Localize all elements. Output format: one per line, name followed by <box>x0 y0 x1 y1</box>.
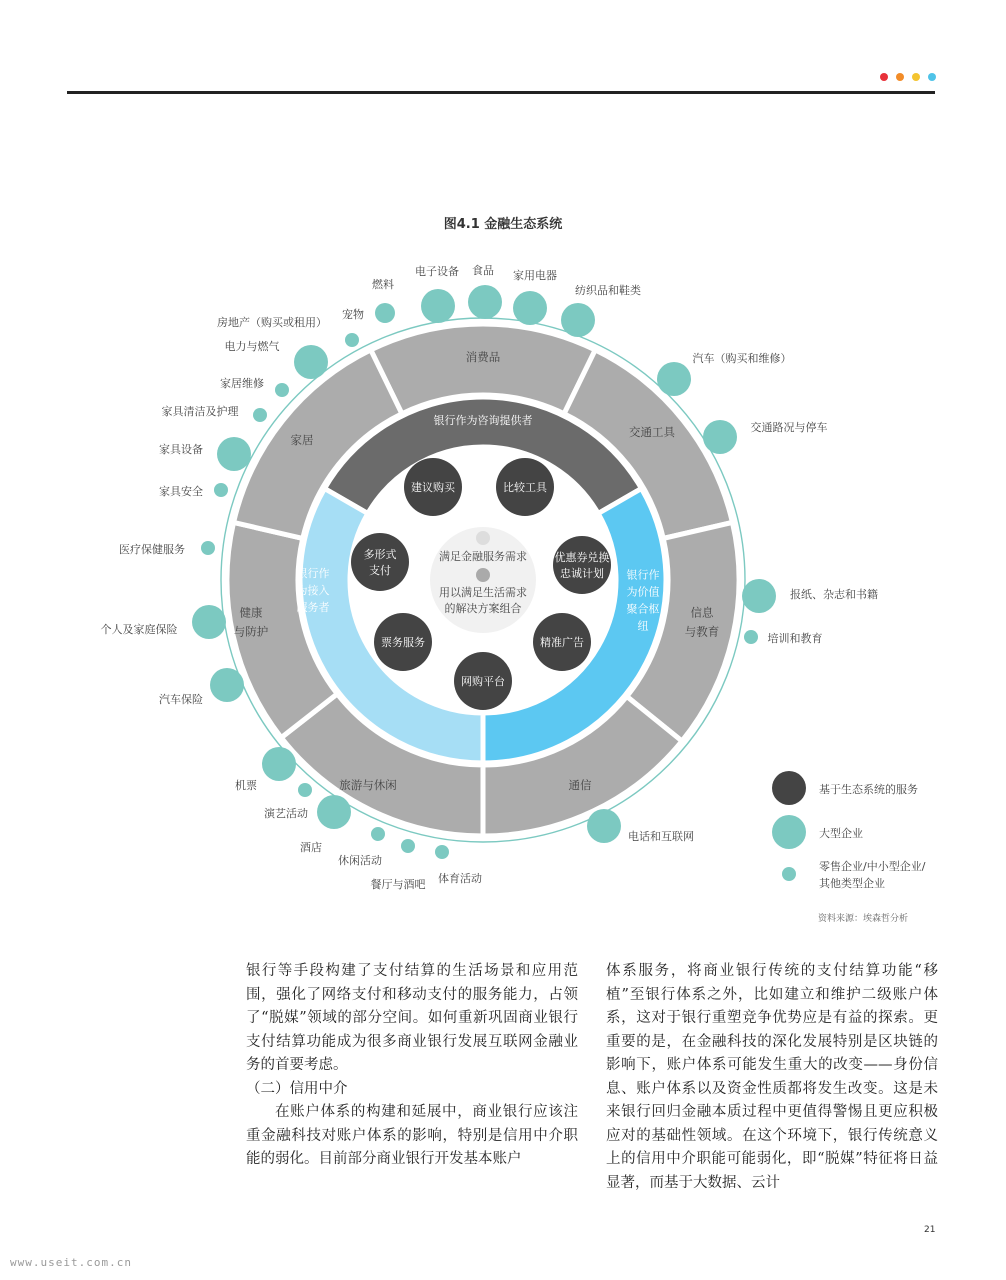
figure-title: 图4.1 金融生态系统 <box>443 217 563 232</box>
segment-label: 消费品 <box>465 350 501 364</box>
satellite-circle <box>294 345 328 379</box>
legend-small-circle <box>782 867 796 881</box>
satellite-label: 体育活动 <box>438 872 482 885</box>
center-light-dot <box>476 531 490 545</box>
center-dark-dot <box>476 568 490 582</box>
satellite-circle <box>742 579 776 613</box>
satellite-label: 家居维修 <box>220 377 264 390</box>
segment-label: 通信 <box>568 778 592 792</box>
satellite-circle <box>217 437 251 471</box>
satellite-label: 医疗保健服务 <box>119 543 185 556</box>
service-label: 优惠券兑换忠诚计划 <box>554 551 610 580</box>
watermark: www.useit.com.cn <box>10 1256 132 1269</box>
satellite-circle <box>371 827 385 841</box>
satellite-label: 电力与燃气 <box>224 340 280 353</box>
satellite-label: 演艺活动 <box>264 807 308 820</box>
satellite-label: 电子设备 <box>415 265 459 278</box>
satellite-label: 休闲活动 <box>338 854 382 867</box>
header-dot-blue <box>928 73 936 81</box>
legend-small-label: 零售企业/中小型企业/ 其他类型企业 <box>819 860 926 890</box>
satellite-circle <box>468 285 502 319</box>
page-number: 21 <box>924 1225 936 1235</box>
center-top-text: 满足金融服务需求 <box>439 550 527 563</box>
service-label: 网购平台 <box>461 675 505 688</box>
satellite-label: 机票 <box>235 779 257 792</box>
satellite-circle <box>214 483 228 497</box>
satellite-label: 餐厅与酒吧 <box>370 878 426 891</box>
service-label: 比较工具 <box>503 481 547 494</box>
header-rule <box>67 91 935 94</box>
satellite-circle <box>703 420 737 454</box>
ecosystem-diagram <box>0 240 1006 905</box>
satellite-circle <box>401 839 415 853</box>
satellite-circle <box>744 630 758 644</box>
satellite-label: 报纸、杂志和书籍 <box>790 588 878 601</box>
satellite-circle <box>345 333 359 347</box>
legend-large-circle <box>772 815 806 849</box>
section-heading: （二）信用中介 <box>246 1080 348 1097</box>
satellite-label: 培训和教育 <box>767 632 823 645</box>
ring-label-consulting: 银行作为咨询提供者 <box>433 414 533 427</box>
satellite-label: 电话和互联网 <box>628 830 694 843</box>
satellite-circle <box>513 291 547 325</box>
satellite-label: 个人及家庭保险 <box>100 623 178 636</box>
satellite-label: 家用电器 <box>513 269 557 282</box>
segment-label: 信息与教育 <box>684 605 720 639</box>
satellite-circle <box>435 845 449 859</box>
left-paragraph-1: 银行等手段构建了支付结算的生活场景和应用范围，强化了网络支付和移动支付的服务能力，占领了“脱媒”领域的部分空间。如何重新巩固商业银行支付结算功能成为很多商业银行发展互联网金融业务的首要考虑。 <box>246 963 578 1073</box>
satellite-circle <box>253 408 267 422</box>
left-paragraph-2: 在账户体系的构建和延展中，商业银行应该注重金融科技对账户体系的影响，特别是信用中介职能的弱化。目前部分商业银行开发基本账户 <box>246 1104 578 1167</box>
satellite-circle <box>192 605 226 639</box>
legend-dark-circle <box>772 771 806 805</box>
satellite-circle <box>587 809 621 843</box>
legend-dark-label: 基于生态系统的服务 <box>819 783 918 796</box>
center-bottom-text: 用以满足生活需求的解决方案组合 <box>439 586 527 615</box>
service-label: 票务服务 <box>381 636 425 649</box>
satellite-circle <box>210 668 244 702</box>
service-label: 多形式支付 <box>363 548 397 577</box>
left-column <box>246 960 578 1172</box>
satellite-circle <box>275 383 289 397</box>
satellite-circle <box>262 747 296 781</box>
legend-large-label: 大型企业 <box>819 827 863 840</box>
header-dot-orange <box>896 73 904 81</box>
satellite-label: 纺织品和鞋类 <box>575 284 641 297</box>
service-label: 精准广告 <box>540 636 584 649</box>
satellite-label: 汽车保险 <box>159 693 203 706</box>
satellite-circle <box>375 303 395 323</box>
right-column <box>606 960 938 1195</box>
service-label: 建议购买 <box>411 481 455 494</box>
segment-label: 健康与防护 <box>233 605 269 639</box>
satellite-circle <box>201 541 215 555</box>
service-circle <box>351 533 409 591</box>
segment-label: 家居 <box>290 433 314 447</box>
satellite-label: 宠物 <box>342 308 364 321</box>
satellite-circle <box>561 303 595 337</box>
satellite-label: 房地产（购买或租用） <box>217 316 327 329</box>
header-dot-yellow <box>912 73 920 81</box>
satellite-circle <box>421 289 455 323</box>
satellite-label: 家具安全 <box>159 485 203 498</box>
segment-label: 旅游与休闲 <box>339 778 397 792</box>
satellite-label: 食品 <box>472 264 494 277</box>
satellite-label: 家具清洁及护理 <box>161 405 239 418</box>
satellite-circle <box>657 362 691 396</box>
satellite-circle <box>298 783 312 797</box>
satellite-circle <box>317 795 351 829</box>
satellite-label: 家具设备 <box>159 443 203 456</box>
ring-label-access: 银行作为接入服务者 <box>296 567 330 614</box>
right-paragraph-1: 体系服务，将商业银行传统的支付结算功能“移植”至银行体系之外，比如建立和维护二级账户体系，这对于银行重塑竞争优势应是有益的探索。更重要的是，在金融科技的深化发展特别是区块链的影响下，账户体系可能发生重大的改变——身份信息、账户体系以及资金性质都将发生改变。这是未来银行回归金融本质过程中更值得警惕且更应积极应对的基础性领域。在这个环境下，银行传统意义上的信用中介职能可能弱化，即“脱媒”特征将日益显著，而基于大数据、云计 <box>606 963 938 1191</box>
satellite-label: 汽车（购买和维修） <box>692 352 792 365</box>
header-dot-red <box>880 73 888 81</box>
satellite-label: 交通路况与停车 <box>750 421 828 434</box>
satellite-label: 燃料 <box>372 278 394 291</box>
satellite-label: 酒店 <box>300 841 322 854</box>
ring-label-aggregator: 银行作为价值聚合枢纽 <box>626 568 660 633</box>
service-circle <box>553 536 611 594</box>
segment-label: 交通工具 <box>629 425 675 439</box>
figure-source: 资料来源：埃森哲分析 <box>818 914 909 924</box>
